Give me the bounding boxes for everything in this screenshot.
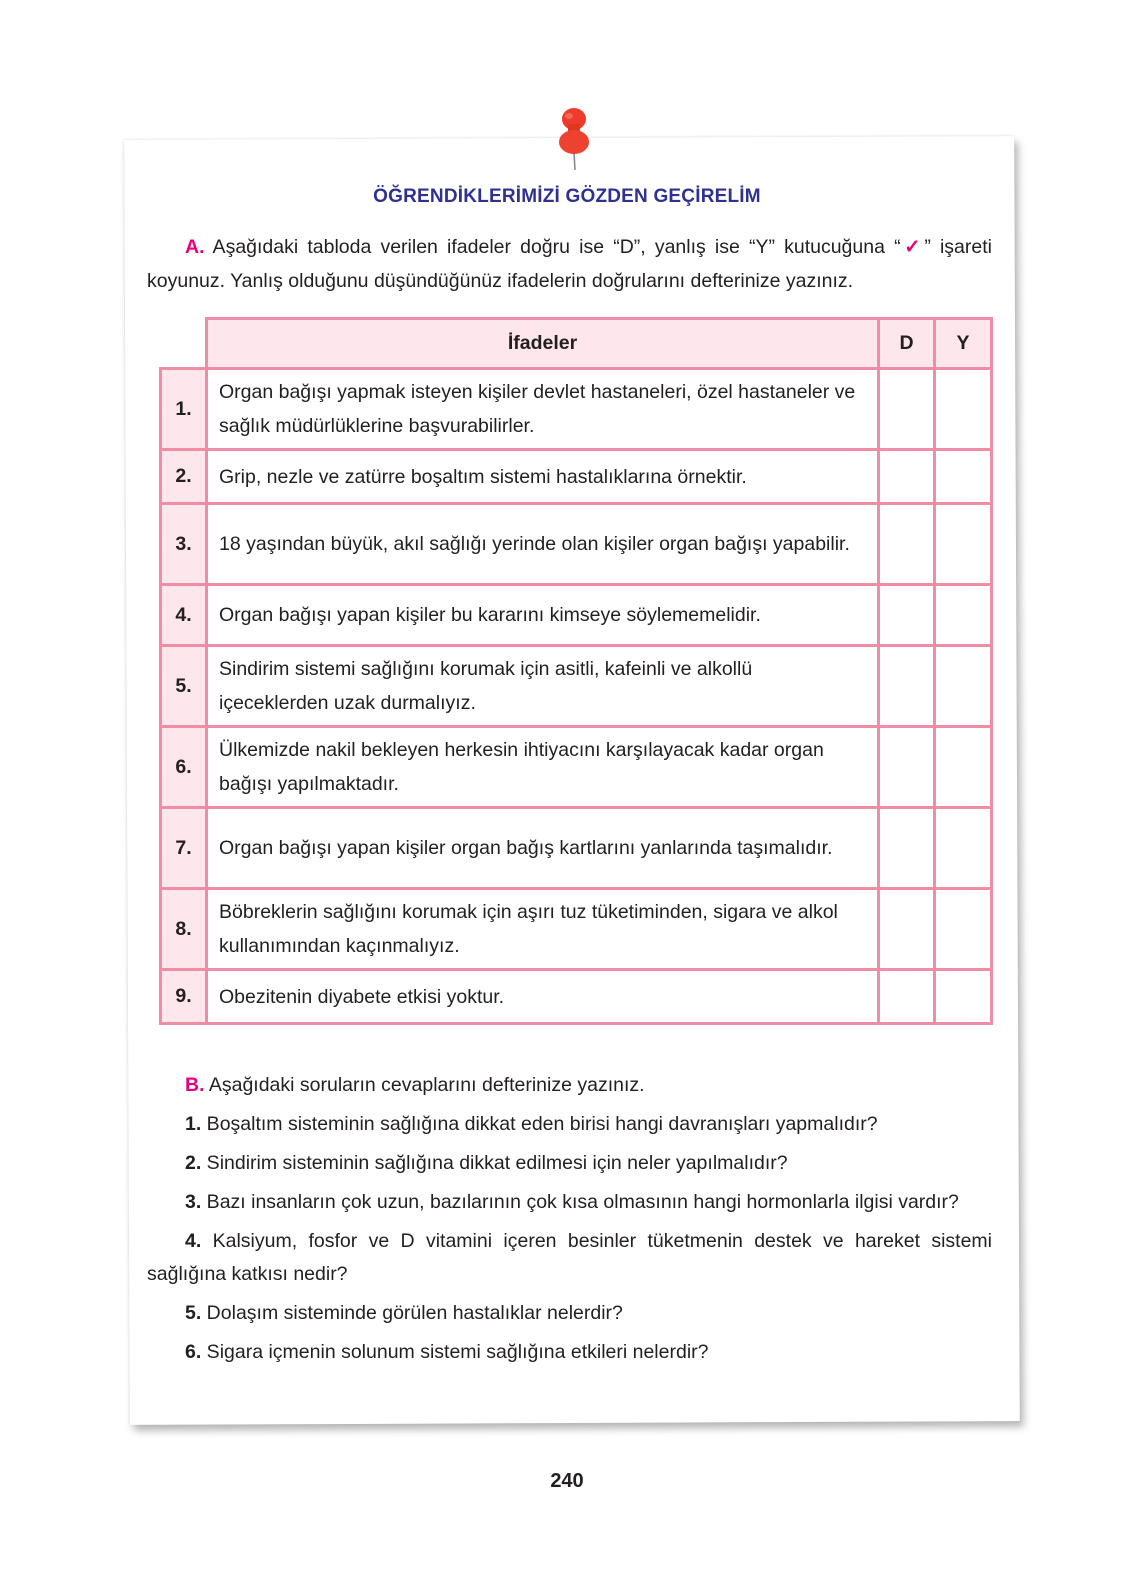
question-item: 1. Boşaltım sisteminin sağlığına dikkat eden birisi hangi davranışları yapmalıdır? bbox=[185, 1113, 878, 1135]
row-number: 5. bbox=[161, 646, 207, 727]
row-number: 8. bbox=[161, 889, 207, 970]
page-title: ÖĞRENDİKLERİMİZİ GÖZDEN GEÇİRELİM bbox=[373, 186, 761, 207]
row-statement: Organ bağışı yapan kişiler bu kararını kimseye söylememelidir. bbox=[207, 585, 879, 646]
row-statement: Ülkemizde nakil bekleyen herkesin ihtiyacını karşılayacak kadar organ bağışı yapılmaktadır. bbox=[207, 727, 879, 808]
false-checkbox[interactable] bbox=[935, 450, 992, 504]
header-true: D bbox=[879, 319, 935, 369]
table-row bbox=[161, 727, 992, 808]
row-number: 3. bbox=[161, 504, 207, 585]
section-b-instruction: B. Aşağıdaki soruların cevaplarını defterinize yazınız. bbox=[185, 1074, 645, 1096]
row-number: 1. bbox=[161, 369, 207, 450]
table-row bbox=[161, 504, 992, 585]
true-checkbox[interactable] bbox=[879, 450, 935, 504]
table-row bbox=[161, 450, 992, 504]
question-item: 4. Kalsiyum, fosfor ve D vitamini içeren besinler tüketmenin destek ve hareket sistemi sağlığına katkısı nedir? bbox=[147, 1230, 992, 1285]
row-statement: Obezitenin diyabete etkisi yoktur. bbox=[207, 970, 879, 1024]
true-checkbox[interactable] bbox=[879, 970, 935, 1024]
table-header-row bbox=[161, 319, 992, 369]
pushpin-icon bbox=[554, 106, 594, 172]
question-item: 2. Sindirim sisteminin sağlığına dikkat edilmesi için neler yapılmalıdır? bbox=[185, 1152, 788, 1174]
page-number: 240 bbox=[550, 1470, 584, 1492]
false-checkbox[interactable] bbox=[935, 646, 992, 727]
header-false: Y bbox=[935, 319, 992, 369]
question-item: 5. Dolaşım sisteminde görülen hastalıklar nelerdir? bbox=[185, 1302, 623, 1324]
row-statement: Organ bağışı yapan kişiler organ bağış kartlarını yanlarında taşımalıdır. bbox=[207, 808, 879, 889]
false-checkbox[interactable] bbox=[935, 727, 992, 808]
table-row bbox=[161, 646, 992, 727]
statements-table bbox=[159, 317, 993, 1025]
row-number: 9. bbox=[161, 970, 207, 1024]
section-b-label: B. bbox=[185, 1074, 205, 1096]
row-statement: Organ bağışı yapmak isteyen kişiler devlet hastaneleri, özel hastaneler ve sağlık müdürlüklerine başvurabilirler. bbox=[207, 369, 879, 450]
checkmark-icon: ✓ bbox=[900, 236, 925, 258]
row-number: 4. bbox=[161, 585, 207, 646]
table-row bbox=[161, 369, 992, 450]
true-checkbox[interactable] bbox=[879, 808, 935, 889]
row-statement: Böbreklerin sağlığını korumak için aşırı tuz tüketiminden, sigara ve alkol kullanımından kaçınmalıyız. bbox=[207, 889, 879, 970]
row-number: 6. bbox=[161, 727, 207, 808]
table-row bbox=[161, 970, 992, 1024]
question-item: 3. Bazı insanların çok uzun, bazılarının çok kısa olmasının hangi hormonlarla ilgisi vardır? bbox=[185, 1191, 959, 1213]
true-checkbox[interactable] bbox=[879, 504, 935, 585]
section-a-instruction: A. Aşağıdaki tabloda verilen ifadeler doğru ise “D”, yanlış ise “Y” kutucuğuna “✓” işareti koyunuz. Yanlış olduğunu düşündüğünüz ifadelerin doğrularını defterinize yazınız. bbox=[147, 236, 992, 292]
row-statement: Grip, nezle ve zatürre boşaltım sistemi hastalıklarına örnektir. bbox=[207, 450, 879, 504]
row-number: 7. bbox=[161, 808, 207, 889]
row-number: 2. bbox=[161, 450, 207, 504]
table-row bbox=[161, 889, 992, 970]
false-checkbox[interactable] bbox=[935, 970, 992, 1024]
table-row bbox=[161, 808, 992, 889]
false-checkbox[interactable] bbox=[935, 585, 992, 646]
row-statement: Sindirim sistemi sağlığını korumak için asitli, kafeinli ve alkollü içeceklerden uzak durmalıyız. bbox=[207, 646, 879, 727]
table-row bbox=[161, 585, 992, 646]
false-checkbox[interactable] bbox=[935, 808, 992, 889]
true-checkbox[interactable] bbox=[879, 585, 935, 646]
true-checkbox[interactable] bbox=[879, 727, 935, 808]
header-statements: İfadeler bbox=[207, 319, 879, 369]
row-statement: 18 yaşından büyük, akıl sağlığı yerinde olan kişiler organ bağışı yapabilir. bbox=[207, 504, 879, 585]
true-checkbox[interactable] bbox=[879, 646, 935, 727]
question-item: 6. Sigara içmenin solunum sistemi sağlığına etkileri nelerdir? bbox=[185, 1341, 709, 1363]
true-checkbox[interactable] bbox=[879, 369, 935, 450]
false-checkbox[interactable] bbox=[935, 889, 992, 970]
false-checkbox[interactable] bbox=[935, 504, 992, 585]
false-checkbox[interactable] bbox=[935, 369, 992, 450]
section-b bbox=[147, 1066, 992, 1372]
true-checkbox[interactable] bbox=[879, 889, 935, 970]
section-a-label: A. bbox=[185, 236, 205, 258]
